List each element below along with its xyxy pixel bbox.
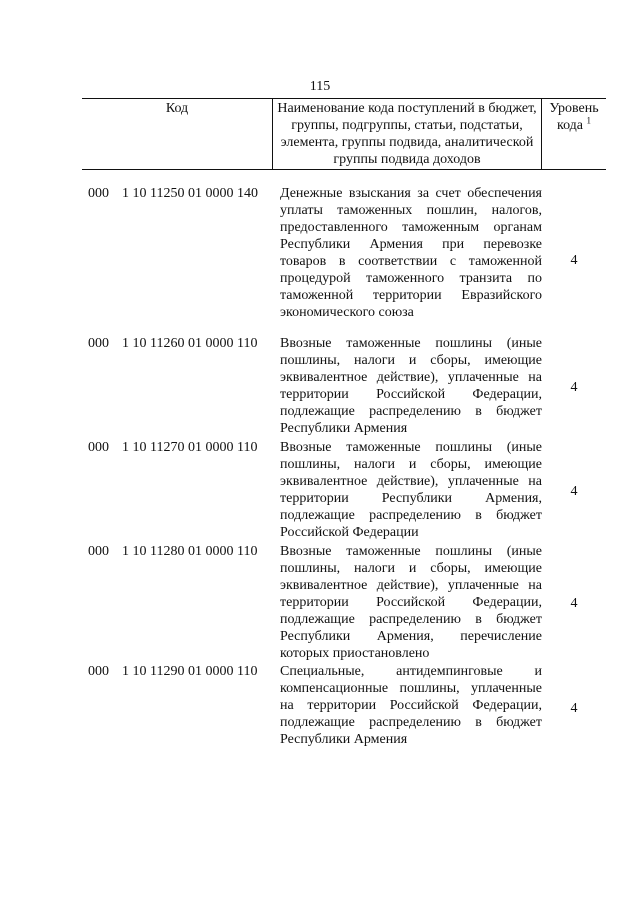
header-name: Наименование кода поступлений в бюджет, группы, подгруппы, статьи, подстатьи, элемента, группы подвида, аналитической группы подвида доходов bbox=[273, 99, 542, 170]
row-level: 4 bbox=[570, 595, 578, 611]
row-level: 4 bbox=[570, 483, 578, 499]
row-code: 1 10 11270 01 0000 110 bbox=[122, 440, 258, 455]
row-level: 4 bbox=[570, 252, 578, 268]
page-number: 115 bbox=[309, 79, 331, 94]
table-body bbox=[82, 185, 606, 753]
row-code: 1 10 11250 01 0000 140 bbox=[122, 186, 258, 201]
row-code: 1 10 11290 01 0000 110 bbox=[122, 664, 258, 679]
row-name: Ввозные таможенные пошлины (иные пошлины, налоги и сборы, имеющие эквивалентное действие), уплаченные на территории Республики Армения, подлежащие распределению в бюджет Российской Федерации bbox=[280, 440, 542, 540]
table-row bbox=[82, 439, 606, 543]
table-header bbox=[82, 98, 606, 170]
row-name: Специальные, антидемпинговые и компенсационные пошлины, уплаченные на территории Российской Федерации, подлежащие распределению в бюджет Республики Армения bbox=[280, 664, 542, 747]
header-code: Код bbox=[82, 99, 273, 170]
row-prefix: 000 bbox=[88, 440, 109, 455]
row-prefix: 000 bbox=[88, 186, 109, 201]
table-row bbox=[82, 663, 606, 753]
row-name: Ввозные таможенные пошлины (иные пошлины, налоги и сборы, имеющие эквивалентное действие), уплаченные на территории Российской Федерации, подлежащие распределению в бюджет Республики Армения bbox=[280, 336, 542, 436]
row-code: 1 10 11260 01 0000 110 bbox=[122, 336, 258, 351]
table-row bbox=[82, 335, 606, 439]
header-level-footnote: 1 bbox=[586, 115, 592, 126]
header-level bbox=[542, 99, 607, 170]
row-prefix: 000 bbox=[88, 544, 109, 559]
row-prefix: 000 bbox=[88, 336, 109, 351]
row-code: 1 10 11280 01 0000 110 bbox=[122, 544, 258, 559]
row-level: 4 bbox=[570, 700, 578, 716]
table-row bbox=[82, 543, 606, 663]
header-level-label: Уровень кода bbox=[549, 101, 599, 133]
row-level: 4 bbox=[570, 379, 578, 395]
row-prefix: 000 bbox=[88, 664, 109, 679]
table-row bbox=[82, 185, 606, 335]
row-name: Денежные взыскания за счет обеспечения уплаты таможенных пошлин, налогов, предоставленного таможенным органам Республики Армения при перевозке товаров в соответствии с таможенной процедурой таможенного транзита по таможенной территории Евразийского экономического союза bbox=[280, 186, 542, 320]
row-name: Ввозные таможенные пошлины (иные пошлины, налоги и сборы, имеющие эквивалентное действие), уплаченные на территории Российской Федерации, подлежащие распределению в бюджет Республики Армения, перечисление которых приостановлено bbox=[280, 544, 542, 661]
